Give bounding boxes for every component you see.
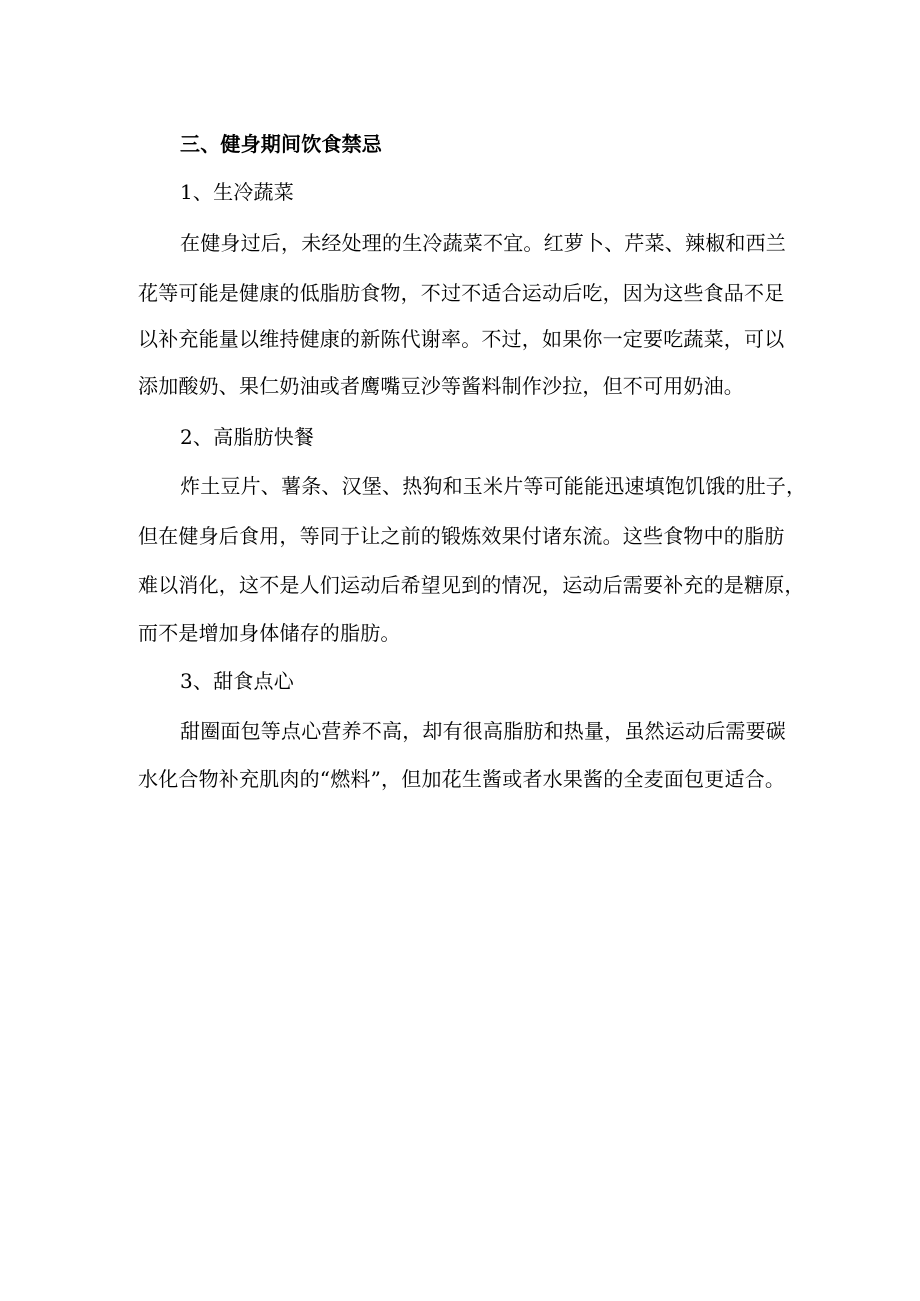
paragraph-line: 炸土豆片、薯条、汉堡、热狗和玉米片等可能能迅速填饱饥饿的肚子， bbox=[180, 474, 807, 498]
item-heading-2: 2、高脂肪快餐 bbox=[180, 425, 315, 449]
paragraph-line: 水化合物补充肌肉的“燃料”，但加花生酱或者水果酱的全麦面包更适合。 bbox=[138, 767, 786, 791]
paragraph-line: 在健身过后，未经处理的生冷蔬菜不宜。红萝卜、芹菜、辣椒和西兰 bbox=[180, 231, 786, 255]
paragraph-line: 难以消化，这不是人们运动后希望见到的情况，运动后需要补充的是糖原， bbox=[138, 573, 805, 597]
item-heading-1: 1、生冷蔬菜 bbox=[180, 180, 294, 204]
item-heading-3: 3、甜食点心 bbox=[180, 669, 294, 693]
paragraph-line: 甜圈面包等点心营养不高，却有很高脂肪和热量，虽然运动后需要碳 bbox=[180, 719, 786, 743]
paragraph-line: 花等可能是健康的低脂肪食物，不过不适合运动后吃，因为这些食品不足 bbox=[138, 281, 785, 305]
paragraph-line: 以补充能量以维持健康的新陈代谢率。不过，如果你一定要吃蔬菜，可以 bbox=[138, 327, 785, 351]
paragraph-line: 添加酸奶、果仁奶油或者鹰嘴豆沙等酱料制作沙拉，但不可用奶油。 bbox=[138, 374, 744, 398]
paragraph-line: 而不是增加身体储存的脂肪。 bbox=[138, 621, 401, 645]
section-title: 三、健身期间饮食禁忌 bbox=[180, 132, 382, 156]
paragraph-line: 但在健身后食用，等同于让之前的锻炼效果付诸东流。这些食物中的脂肪 bbox=[138, 524, 785, 548]
